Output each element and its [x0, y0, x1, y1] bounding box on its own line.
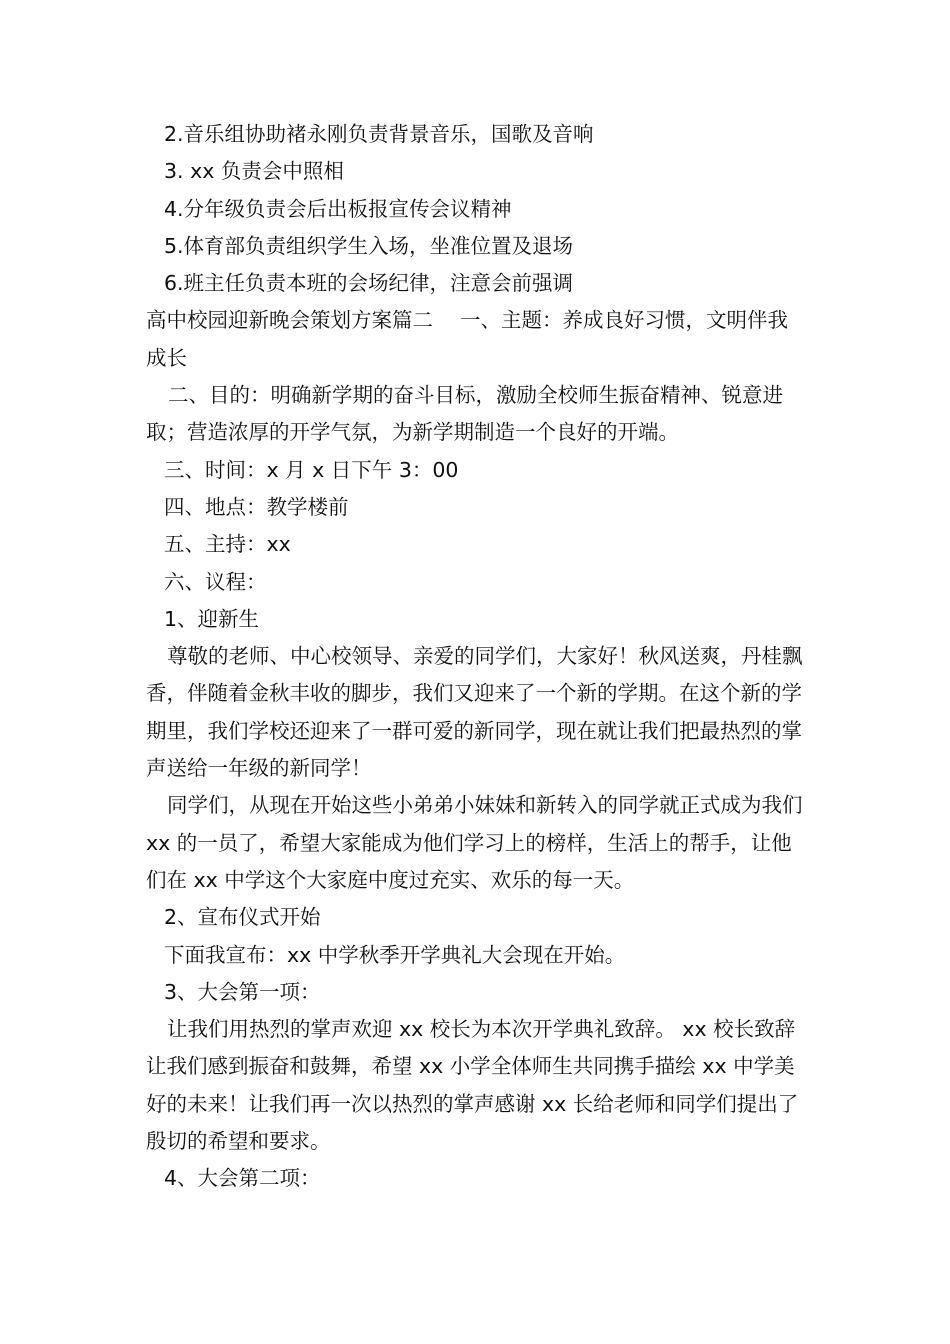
paragraph: 四、地点：教学楼前 [164, 494, 349, 519]
document-body [146, 116, 808, 1198]
paragraph: 让我们用热烈的掌声欢迎 xx 校长为本次开学典礼致辞。 xx 校长致辞让我们感到振奋和鼓舞，希望 xx 小学全体师生共同携手描绘 xx 中学美好的未来！让我们再一次以热烈的掌声感谢 xx 长给老师和同学们提出了殷切的希望和要求。 [146, 1017, 799, 1154]
paragraph: 6.班主任负责本班的会场纪律，注意会前强调 [164, 271, 574, 296]
section-heading: 高中校园迎新晚会策划方案篇二 一、主题：养成良好习惯，文明伴我成长 [146, 308, 789, 370]
paragraph: 尊敬的老师、中心校领导、亲爱的同学们，大家好！秋风送爽，丹桂飘香，伴随着金秋丰收的脚步，我们又迎来了一个新的学期。在这个新的学期里，我们学校还迎来了一群可爱的新同学，现在就让我们把最热烈的掌声送给一年级的新同学！ [146, 644, 803, 781]
paragraph: 1、迎新生 [164, 606, 260, 631]
paragraph: 4、大会第二项： [164, 1166, 321, 1191]
paragraph: 2、宣布仪式开始 [164, 905, 321, 930]
paragraph: 同学们，从现在开始这些小弟弟小妹妹和新转入的同学就正式成为我们 xx 的一员了，希望大家能成为他们学习上的榜样，生活上的帮手，让他们在 xx 中学这个大家庭中度过充实、欢乐的每一天。 [146, 793, 803, 892]
paragraph: 3、大会第一项： [164, 979, 321, 1004]
paragraph: 5.体育部负责组织学生入场，坐准位置及退场 [164, 233, 574, 258]
paragraph: 3. xx 负责会中照相 [164, 159, 344, 184]
paragraph: 五、主持：xx [164, 532, 291, 557]
paragraph: 下面我宣布：xx 中学秋季开学典礼大会现在开始。 [164, 942, 626, 967]
paragraph: 4.分年级负责会后出板报宣传会议精神 [164, 196, 512, 221]
paragraph: 三、时间：x 月 x 日下午 3：00 [164, 457, 459, 482]
paragraph: 六、议程： [164, 569, 267, 594]
paragraph: 二、目的：明确新学期的奋斗目标，激励全校师生振奋精神、锐意进取；营造浓厚的开学气氛，为新学期制造一个良好的开端。 [146, 383, 783, 445]
paragraph: 2.音乐组协助褚永刚负责背景音乐，国歌及音响 [164, 122, 594, 146]
